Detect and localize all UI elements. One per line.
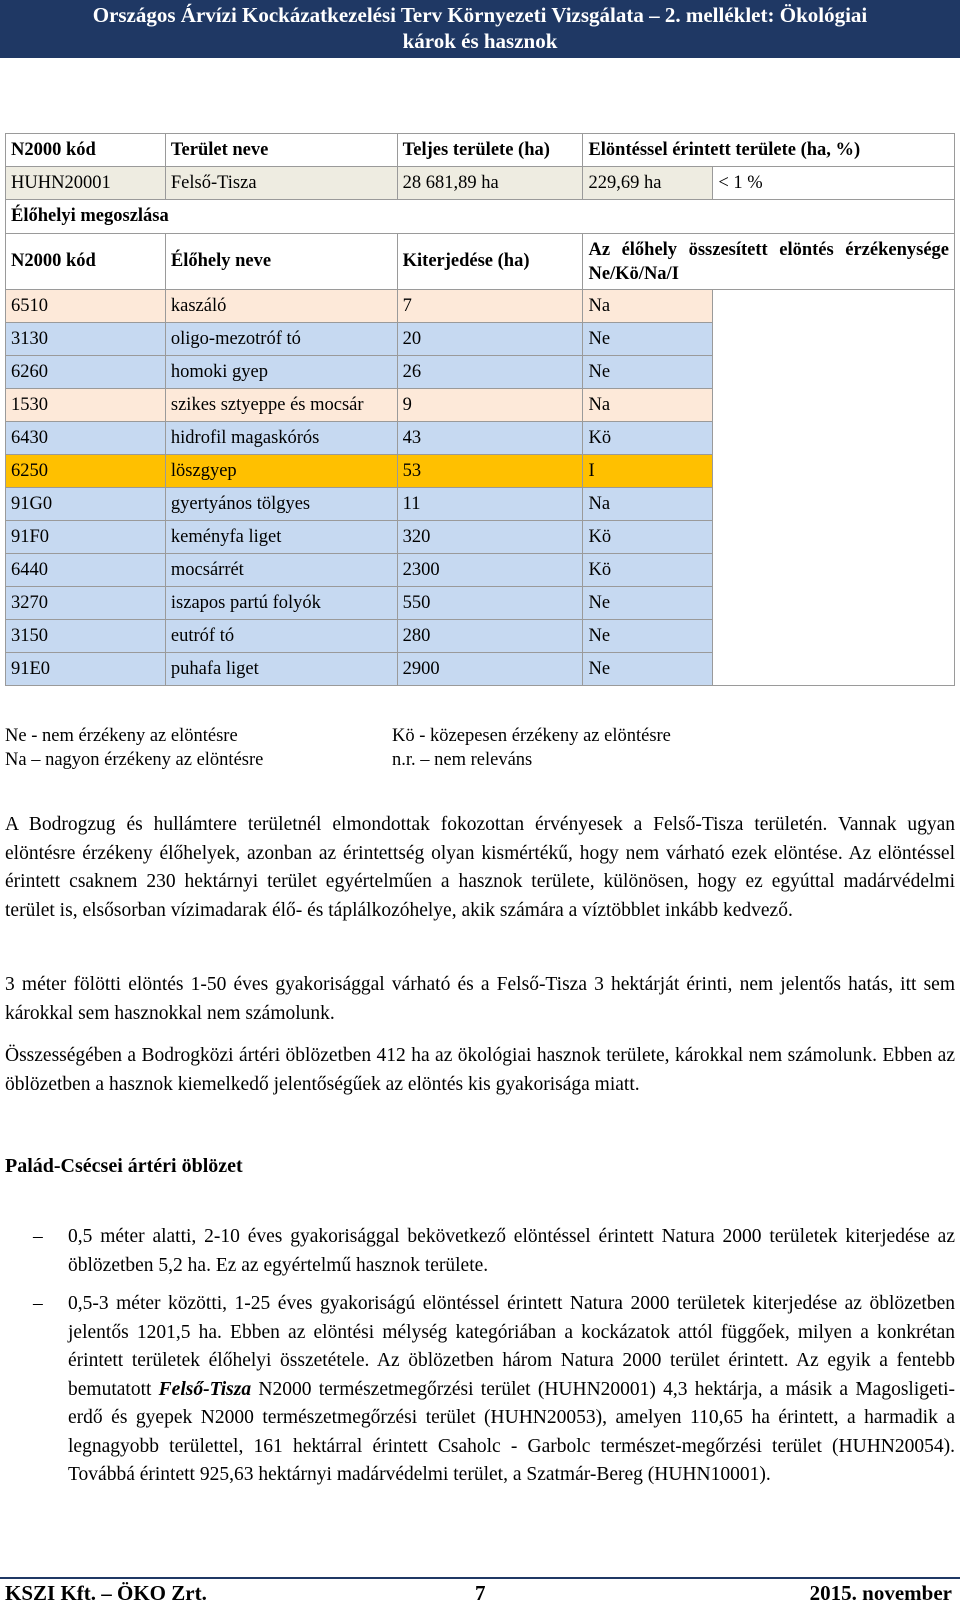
habitat-table bbox=[5, 133, 955, 686]
table-cell: hidrofil magaskórós bbox=[165, 422, 397, 455]
table-row bbox=[6, 587, 955, 620]
table-section-row bbox=[6, 200, 955, 234]
table-cell: 6430 bbox=[6, 422, 166, 455]
paragraph-2: 3 méter fölötti elöntés 1-50 éves gyakorisággal várható és a Felső-Tisza 3 hektárját érinti, nem jelentős hatás, itt sem károkkal sem hasznokkal nem számolunk. bbox=[5, 974, 955, 1024]
table-cell: 3270 bbox=[6, 587, 166, 620]
table-cell-empty bbox=[713, 323, 955, 356]
table-cell: HUHN20001 bbox=[6, 167, 166, 200]
table-cell: 320 bbox=[397, 521, 583, 554]
table-cell-empty bbox=[713, 488, 955, 521]
table-cell: 229,69 ha bbox=[583, 167, 713, 200]
header-line-1: Országos Árvízi Kockázatkezelési Terv Környezeti Vizsgálata – 2. melléklet: Ökológiai bbox=[92, 3, 868, 27]
table-cell-empty bbox=[713, 455, 955, 488]
legend-ne: Ne - nem érzékeny az elöntésre bbox=[5, 726, 238, 746]
table-cell: Felső-Tisza bbox=[165, 167, 397, 200]
table-cell: oligo-mezotróf tó bbox=[165, 323, 397, 356]
table-row bbox=[6, 653, 955, 686]
table-header-cell: Élőhely neve bbox=[165, 234, 397, 290]
table-header-cell: N2000 kód bbox=[6, 134, 166, 167]
page-footer bbox=[0, 1577, 960, 1610]
footer-date: 2015. november bbox=[809, 1581, 952, 1605]
table-cell: 53 bbox=[397, 455, 583, 488]
table-header-cell: Terület neve bbox=[165, 134, 397, 167]
table-cell: puhafa liget bbox=[165, 653, 397, 686]
bullet-dash: – bbox=[33, 1226, 43, 1247]
table-row bbox=[6, 167, 955, 200]
table-cell: 2900 bbox=[397, 653, 583, 686]
table-cell: 280 bbox=[397, 620, 583, 653]
bullet-text-bold: Felső-Tisza bbox=[158, 1378, 252, 1400]
table-cell: Kö bbox=[583, 521, 713, 554]
table-cell: 3150 bbox=[6, 620, 166, 653]
table-cell: eutróf tó bbox=[165, 620, 397, 653]
table-cell: 11 bbox=[397, 488, 583, 521]
table-cell: I bbox=[583, 455, 713, 488]
header-line-2: károk és hasznok bbox=[402, 29, 558, 53]
table-header-row bbox=[6, 234, 955, 290]
table-cell: Ne bbox=[583, 620, 713, 653]
table-header-row bbox=[6, 134, 955, 167]
bullet-item-2 bbox=[5, 1290, 955, 1490]
legend-nr: n.r. – nem releváns bbox=[392, 750, 533, 770]
table-row bbox=[6, 488, 955, 521]
table-cell: 20 bbox=[397, 323, 583, 356]
table-row bbox=[6, 455, 955, 488]
table-cell: < 1 % bbox=[713, 167, 955, 200]
table-cell: 91E0 bbox=[6, 653, 166, 686]
table-cell: löszgyep bbox=[165, 455, 397, 488]
section-title: Palád-Csécsei ártéri öblözet bbox=[5, 1155, 243, 1177]
table-cell: 6510 bbox=[6, 290, 166, 323]
table-header-cell: Kiterjedése (ha) bbox=[397, 234, 583, 290]
legend-left bbox=[5, 724, 263, 772]
table-section-title: Élőhelyi megoszlása bbox=[6, 200, 955, 234]
table-cell: 550 bbox=[397, 587, 583, 620]
bullet-text: 0,5 méter alatti, 2-10 éves gyakorisággal bekövetkező elöntéssel érintett Natura 2000 területek kiterjedése az öblözetben 5,2 ha. Ez az egyértelmű hasznok területe. bbox=[68, 1226, 955, 1276]
table-cell: szikes sztyeppe és mocsár bbox=[165, 389, 397, 422]
table-cell: Ne bbox=[583, 653, 713, 686]
table-cell-empty bbox=[713, 422, 955, 455]
table-row bbox=[6, 422, 955, 455]
table-row bbox=[6, 620, 955, 653]
table-cell: 28 681,89 ha bbox=[397, 167, 583, 200]
table-cell-empty bbox=[713, 389, 955, 422]
table-cell-empty bbox=[713, 521, 955, 554]
page-header bbox=[0, 0, 960, 58]
table-row bbox=[6, 521, 955, 554]
table-cell: 91G0 bbox=[6, 488, 166, 521]
bullet-text-pre: 0,5-3 méter közötti, 1-25 éves gyakoriságú elöntéssel érintett Natura 2000 területek kiterjedése az öblözetben jelentős 1201,5 ha. Ebben az elöntési mélység kategóriában a kockázatok attól függőek, milyen a konkrétan érintett területek élőhelyi összetétele. Az öblözetben három Natura 2000 terület érintett. Az egyik a fentebb bemutatott bbox=[68, 1293, 955, 1400]
table-row bbox=[6, 389, 955, 422]
bullet-text-post: N2000 természetmegőrzési terület (HUHN20001) 4,3 hektárja, a másik a Magosligeti-erdő és gyepek N2000 természetmegőrzési terület (HUHN20053), amelyen 110,65 ha érintett, a harmadik a legnagyobb területtel, 161 hektárral érintett Csaholc - Garbolc természet-megőrzési terület (HUHN20054). Továbbá érintett 925,63 hektárnyi madárvédelmi terület, a Szatmár-Bereg (HUHN10001). bbox=[68, 1378, 955, 1485]
legend-right bbox=[392, 724, 671, 772]
legend-na: Na – nagyon érzékeny az elöntésre bbox=[5, 750, 264, 770]
table-cell: 7 bbox=[397, 290, 583, 323]
table-cell-empty bbox=[713, 356, 955, 389]
table-cell: Kö bbox=[583, 422, 713, 455]
legend-ko: Kö - közepesen érzékeny az elöntésre bbox=[392, 726, 671, 746]
table-cell: kaszáló bbox=[165, 290, 397, 323]
table-header-cell: Teljes területe (ha) bbox=[397, 134, 583, 167]
table-header-cell: Az élőhely összesített elöntés érzékenysége Ne/Kö/Na/I bbox=[583, 234, 955, 290]
table-cell-empty bbox=[713, 587, 955, 620]
table-cell: Kö bbox=[583, 554, 713, 587]
table-cell-empty bbox=[713, 653, 955, 686]
table-cell: 6440 bbox=[6, 554, 166, 587]
bullet-dash: – bbox=[33, 1293, 43, 1314]
table-cell-empty bbox=[713, 554, 955, 587]
table-cell: 6250 bbox=[6, 455, 166, 488]
table-row bbox=[6, 290, 955, 323]
table-row bbox=[6, 554, 955, 587]
bullet-text bbox=[68, 1290, 955, 1490]
table-cell-empty bbox=[713, 620, 955, 653]
table-cell: 9 bbox=[397, 389, 583, 422]
table-cell: Ne bbox=[583, 587, 713, 620]
paragraph-1: A Bodrogzug és hullámtere területnél elmondottak fokozottan érvényesek a Felső-Tisza területén. Vannak ugyan elöntésre érzékeny élőhelyek, azonban az érintettség olyan kismértékű, hogy nem várható ezek elöntése. Az elöntéssel érintett csaknem 230 hektárnyi terület egyértelműen a hasznok területe, különösen, hogy ez egyúttal madárvédelmi terület is, elsősorban vízimadarak élő- és táplálkozóhelye, akik számára a víztöbblet inkább kedvező. bbox=[5, 814, 955, 921]
table-header-cell: N2000 kód bbox=[6, 234, 166, 290]
paragraph-3: Összességében a Bodrogközi ártéri öblözetben 412 ha az ökológiai hasznok területe, károkkal nem számolunk. Ebben az öblözetben a hasznok kiemelkedő jelentőségűek az elöntés kis gyakorisága miatt. bbox=[5, 1045, 955, 1095]
table-cell: 91F0 bbox=[6, 521, 166, 554]
table-cell: iszapos partú folyók bbox=[165, 587, 397, 620]
table-cell: 3130 bbox=[6, 323, 166, 356]
table-cell: homoki gyep bbox=[165, 356, 397, 389]
table-cell: 43 bbox=[397, 422, 583, 455]
table-cell: Na bbox=[583, 389, 713, 422]
table-cell-empty bbox=[713, 290, 955, 323]
table-header-cell: Elöntéssel érintett területe (ha, %) bbox=[583, 134, 955, 167]
table-cell: 26 bbox=[397, 356, 583, 389]
table-cell: 6260 bbox=[6, 356, 166, 389]
table-cell: Ne bbox=[583, 356, 713, 389]
table-cell: Ne bbox=[583, 323, 713, 356]
table-cell: Na bbox=[583, 290, 713, 323]
table-cell: 2300 bbox=[397, 554, 583, 587]
table-cell: Na bbox=[583, 488, 713, 521]
table-row bbox=[6, 323, 955, 356]
table-cell: gyertyános tölgyes bbox=[165, 488, 397, 521]
footer-page-number: 7 bbox=[475, 1581, 486, 1605]
table-cell: 1530 bbox=[6, 389, 166, 422]
bullet-item-1 bbox=[5, 1223, 955, 1280]
footer-company: KSZI Kft. – ÖKO Zrt. bbox=[5, 1581, 207, 1605]
table-cell: keményfa liget bbox=[165, 521, 397, 554]
table-row bbox=[6, 356, 955, 389]
table-cell: mocsárrét bbox=[165, 554, 397, 587]
